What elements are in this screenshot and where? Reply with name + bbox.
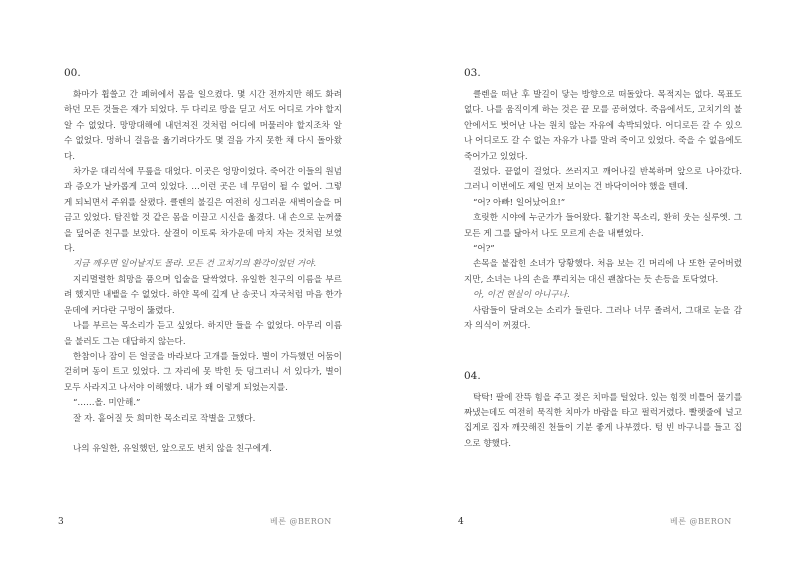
paragraph: 지리멸렬한 희망을 품으며 입술을 달싹였다. 유일한 친구의 이름을 부르려 했지만 내뱉을 수 없었다. 하얀 목에 깊게 난 송곳니 자국처럼 마음 한가운데에 커다란 구멍이 뚫렸다. bbox=[64, 274, 342, 316]
section-heading: 04. bbox=[464, 369, 481, 382]
page-number: 4 bbox=[458, 517, 464, 527]
page-number: 3 bbox=[58, 517, 64, 527]
section-heading: 03. bbox=[464, 67, 481, 79]
paragraph: 차가운 대리석에 무릎을 대었다. 이곳은 엉망이었다. 죽어간 이들의 원념과 증오가 날카롭게 고여 있었다. …이런 곳은 네 무덤이 될 수 없어. 그렇게 되뇌면서 주위를 살폈다. 클렌의 불길은 여전히 싱그러운 새벽이슬을 머금고 있었다. 탐진할 것 같은 몸을 이끌고 시신을 옮겼다. 내 손으로 눈꺼풀을 덮어준 친구를 보았다. 살결이 이토록 차가운데 마치 자는 것처럼 보였다. bbox=[64, 167, 342, 255]
paragraph: 잘 자. 흩어질 듯 희미한 목소리로 작별을 고했다. bbox=[73, 413, 256, 424]
section-heading: 00. bbox=[64, 67, 81, 79]
right-page bbox=[400, 0, 800, 566]
author-credit: 베론 @BERON bbox=[270, 517, 332, 526]
italic-paragraph: 아, 이건 현실이 아니구나. bbox=[473, 290, 570, 301]
right-page-content bbox=[464, 66, 742, 452]
paragraph: 걸었다. 끝없이 걸었다. 쓰러지고 깨어나길 반복하며 앞으로 나아갔다. 그러니 이번에도 제일 먼저 보이는 건 바닥이어야 했을 텐데. bbox=[464, 167, 742, 193]
italic-paragraph: 지금 깨우면 일어날지도 몰라. 모든 건 고치기의 환각이었던 거야. bbox=[73, 259, 317, 270]
spacer bbox=[464, 335, 742, 369]
right-page-footer bbox=[400, 515, 800, 529]
paragraph: 탁탁! 팔에 잔뜩 힘을 주고 젖은 치마를 털었다. 있는 힘껏 비틀어 물기를 짜냈는데도 여전히 묵직한 치마가 바람을 타고 펄럭거렸다. 빨랫줄에 널고 집게로 집자 깨끗해진 천들이 기분 좋게 나부꼈다. 텅 빈 바구니를 들고 집으로 향했다. bbox=[464, 392, 742, 449]
spacer bbox=[64, 427, 342, 442]
paragraph: 한참이나 잠이 든 얼굴을 바라보다 고개를 들었다. 별이 가득했던 어둠이 걷히며 동이 트고 있었다. 그 자리에 못 박힌 듯 덩그러니 서 있다가, 별이 모두 사라지고 나서야 이해했다. 내가 왜 이렇게 되었는지를. bbox=[64, 351, 342, 393]
paragraph: 화마가 휩쓸고 간 폐허에서 몸을 일으켰다. 몇 시간 전까지만 해도 화려하던 모든 것들은 재가 되었다. 두 다리로 땅을 딛고 서도 어디로 가야 할지 알 수 없었다. 망망대해에 내던져진 것처럼 어디에 머물러야 할지조차 알 수 없었다. 멍하니 걸음을 옮기려다가도 몇 걸음 가지 못한 채 다시 돌아왔다. bbox=[64, 90, 342, 162]
left-page-footer bbox=[0, 515, 400, 529]
paragraph: 손목을 붙잡힌 소녀가 당황했다. 처음 보는 긴 머리에 나 또한 굳어버렸지만, 소녀는 나의 손을 뿌리치는 대신 괜찮다는 듯 손등을 토닥였다. bbox=[464, 259, 742, 285]
dialogue-line: “어? 아빠! 일어났어요!” bbox=[473, 197, 566, 208]
paragraph: 사람들이 달려오는 소리가 들린다. 그러나 너무 졸려서, 그대로 눈을 감자 의식이 꺼졌다. bbox=[464, 305, 742, 332]
left-page-content bbox=[64, 66, 342, 457]
dialogue-line: “어?” bbox=[473, 244, 495, 255]
paragraph: 나의 유일한, 유일했던, 앞으로도 변치 않을 친구에게. bbox=[73, 443, 272, 454]
paragraph: 흐릿한 시야에 누군가가 들어왔다. 활기찬 목소리, 환히 웃는 실루엣. 그 모든 게 그를 닮아서 나도 모르게 손을 내뻗었다. bbox=[464, 213, 742, 239]
author-credit: 베론 @BERON bbox=[670, 517, 732, 526]
paragraph: 나를 부르는 목소리가 듣고 싶었다. 하지만 들을 수 없었다. 아무리 이름을 불러도 그는 대답하지 않는다. bbox=[64, 321, 342, 347]
paragraph: 클렌을 떠난 후 발길이 닿는 방향으로 떠돌았다. 목적지는 없다. 목표도 없다. 나를 움직이게 하는 것은 끝 모를 공허였다. 죽음에서도, 고치기의 불안에서도 벗어난 나는 원치 않는 자유에 속박되었다. 어디로든 갈 수 있으나 어디로도 갈 수 없는 자유가 나를 말려 죽이고 있었다. 죽을 수 없음에도 죽어가고 있었다. bbox=[464, 90, 742, 162]
dialogue-line: “……올. 미안해.” bbox=[73, 398, 141, 409]
